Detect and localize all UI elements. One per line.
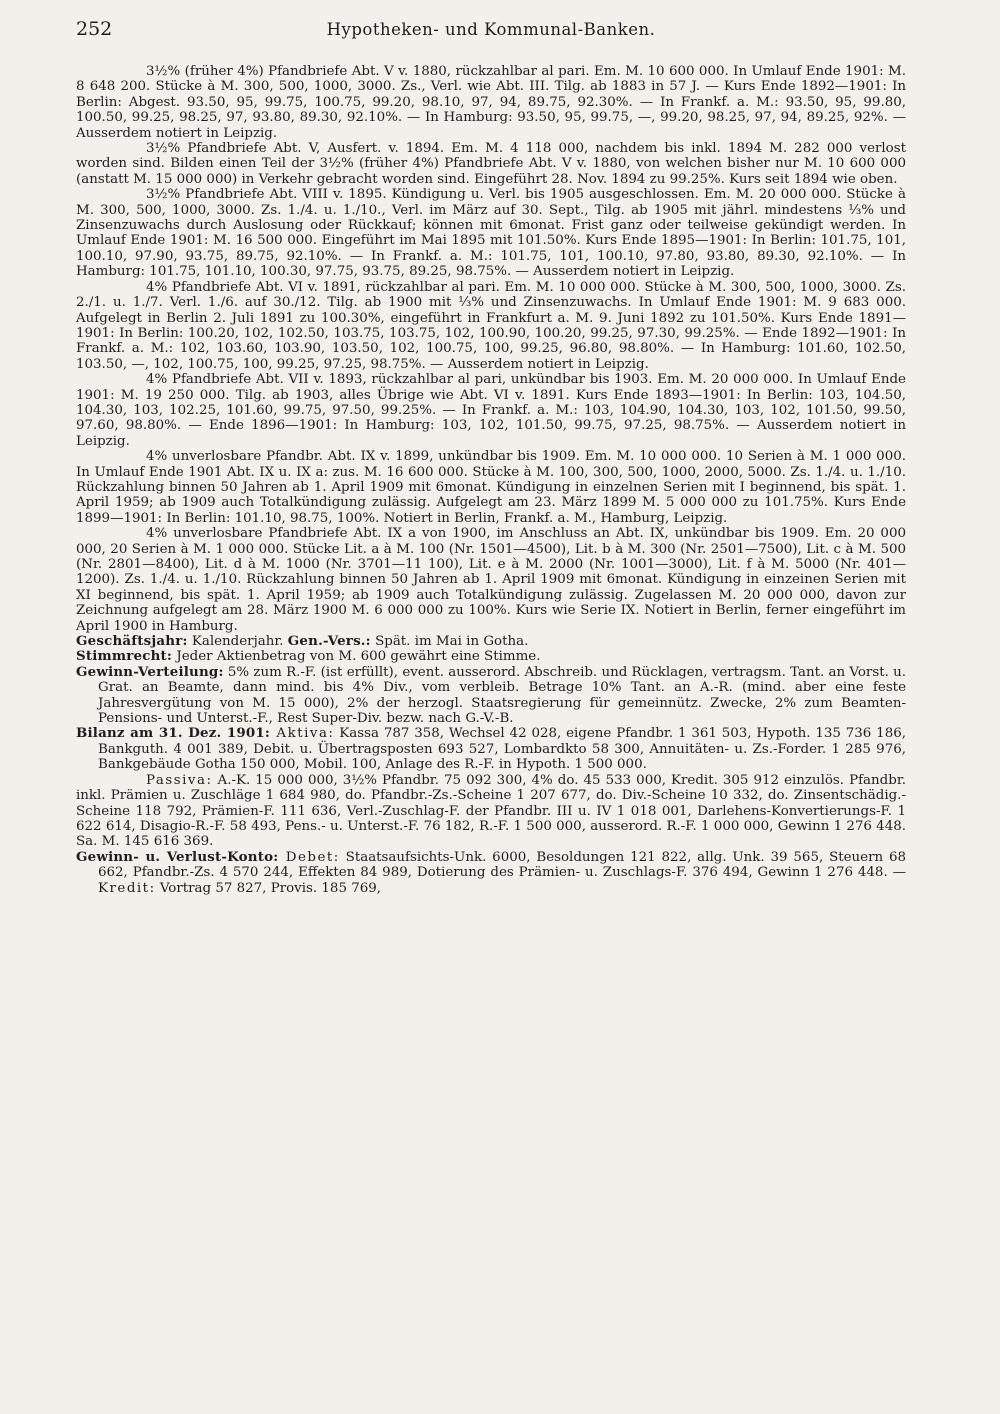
entry-stimmrecht <box>76 649 906 664</box>
entry-geschaeftsjahr <box>76 634 906 649</box>
document-page <box>76 18 906 896</box>
page-header <box>76 18 906 52</box>
label-debet: Debet: <box>278 849 340 865</box>
text-gewinn-verteilung: 5% zum R.-F. (ist erfüllt), event. ausserord. Abschreib. und Rücklagen, vertragsm. Tant. an Vorst. u. Grat. an Beamte, dann mind. bis 4% Div., vom verbleib. Betrage 10% Tant. an A.-R. (mind. aber eine feste Jahresvergütung von M. 15 000), 2% der herzogl. Staatsregierung für gemeinnütz. Zwecke, 2% zum Beamten-Pensions- und Unterst.-F., Rest Super-Div. bezw. nach G.-V.-B. <box>98 664 906 727</box>
label-aktiva: Aktiva: <box>270 726 335 742</box>
label-stimmrecht: Stimmrecht: <box>76 648 173 665</box>
paragraph-abt-ix: 4% unverlosbare Pfandbr. Abt. IX v. 1899, unkündbar bis 1909. Em. M. 10 000 000. 10 Serien à M. 1 000 000. In Umlauf Ende 1901 Abt. IX u. IX a: zus. M. 16 600 000. Stücke à M. 100, 300, 500, 1000, 2000, 5000. Zs. 1./4. u. 1./10. Rückzahlung binnen 50 Jahren ab 1. April 1909 mit 6monat. Kündigung in einzelnen Serien mit I beginnend, bis spät. 1. April 1959; ab 1909 auch Totalkündigung zulässig. Aufgelegt am 23. März 1899 M. 5 000 000 zu 101.75%. Kurs Ende 1899—1901: In Berlin: 101.10, 98.75, 100%. Notiert in Berlin, Frankf. a. M., Hamburg, Leipzig. <box>76 449 906 526</box>
paragraph-abt-v-1880: 3½% (früher 4%) Pfandbriefe Abt. V v. 1880, rückzahlbar al pari. Em. M. 10 600 000. In Umlauf Ende 1901: M. 8 648 200. Stücke à M. 300, 500, 1000, 3000. Zs., Verl. wie Abt. III. Tilg. ab 1883 in 57 J. — Kurs Ende 1892—1901: In Berlin: Abgest. 93.50, 95, 99.75, 100.75, 99.20, 98.10, 97, 94, 89.75, 92.30%. — In Frankf. a. M.: 93.50, 95, 99.80, 100.50, 99.25, 98.25, 97, 93.80, 89.30, 92.10%. — In Hamburg: 93.50, 95, 99.75, —, 99.20, 98.25, 97, 94, 89.25, 92%. — Ausserdem notiert in Leipzig. <box>76 64 906 141</box>
label-geschaeftsjahr: Geschäftsjahr: <box>76 633 188 650</box>
text-debet: Staatsaufsichts-Unk. 6000, Besoldungen 121 822, allg. Unk. 39 565, Steuern 68 662, Pfandbr.-Zs. 4 570 244, Effekten 84 989, Dotierung des Prämien- u. Zuschlags-F. 376 494, Gewinn 1 276 448. — <box>98 849 906 881</box>
entry-bilanz <box>76 726 906 772</box>
paragraph-abt-vi: 4% Pfandbriefe Abt. VI v. 1891, rückzahlbar al pari. Em. M. 10 000 000. Stücke à M. 300, 500, 1000, 3000. Zs. 2./1. u. 1./7. Verl. 1./6. auf 30./12. Tilg. ab 1900 mit ⅓% und Zinsenzuwachs. In Umlauf Ende 1901: M. 9 683 000. Aufgelegt in Berlin 2. Juli 1891 zu 100.30%, eingeführt in Frankfurt a. M. 9. Juni 1892 zu 101.50%. Kurs Ende 1891—1901: In Berlin: 100.20, 102, 102.50, 103.75, 103.75, 102, 100.90, 100.20, 99.25, 97.30, 99.25%. — Ende 1892—1901: In Frankf. a. M.: 102, 103.60, 103.90, 103.50, 102, 100.75, 100, 99.25, 96.80, 98.80%. — In Hamburg: 101.60, 102.50, 103.50, —, 102, 100.75, 100, 99.25, 97.25, 98.75%. — Ausserdem notiert in Leipzig. <box>76 279 906 372</box>
paragraph-passiva <box>76 773 906 850</box>
page-body <box>76 64 906 896</box>
text-stimmrecht: Jeder Aktienbetrag von M. 600 gewährt eine Stimme. <box>172 649 541 665</box>
label-passiva: Passiva: <box>146 772 213 788</box>
label-bilanz: Bilanz am 31. Dez. 1901: <box>76 725 271 742</box>
label-kredit: Kredit: <box>98 880 156 896</box>
paragraph-abt-ix-a: 4% unverlosbare Pfandbriefe Abt. IX a von 1900, im Anschluss an Abt. IX, unkündbar bis 1909. Em. 20 000 000, 20 Serien à M. 1 000 000. Stücke Lit. a à M. 100 (Nr. 1501—4500), Lit. b à M. 300 (Nr. 2501—7500), Lit. c à M. 500 (Nr. 2801—8400), Lit. d à M. 1000 (Nr. 3701—11 100), Lit. e à M. 2000 (Nr. 1001—3000), Lit. f à M. 5000 (Nr. 401—1200). Zs. 1./4. u. 1./10. Rückzahlung binnen 50 Jahren ab 1. April 1909 mit 6monat. Kündigung in einzeinen Serien mit XI beginnend, bis spät. 1. April 1959; ab 1909 auch Totalkündigung zulässig. Zugelassen M. 20 000 000, davon zur Zeichnung aufgelegt am 28. März 1900 M. 6 000 000 zu 100%. Kurs wie Serie IX. Notiert in Berlin, ferner eingeführt im April 1900 in Hamburg. <box>76 526 906 634</box>
paragraph-abt-viii: 3½% Pfandbriefe Abt. VIII v. 1895. Kündigung u. Verl. bis 1905 ausgeschlossen. Em. M. 20 000 000. Stücke à M. 300, 500, 1000, 3000. Zs. 1./4. u. 1./10., Verl. im März auf 30. Sept., Tilg. ab 1905 mit jährl. mindestens ⅓% und Zinsenzuwachs durch Auslosung oder Rückkauf; können mit 6monat. Frist ganz oder teilweise gekündigt werden. In Umlauf Ende 1901: M. 16 500 000. Eingeführt im Mai 1895 mit 101.50%. Kurs Ende 1895—1901: In Berlin: 101.75, 101, 100.10, 97.90, 93.75, 89.75, 92.10%. — In Frankf. a. M.: 101.75, 101, 100.10, 97.80, 93.80, 89.30, 92.10%. — In Hamburg: 101.75, 101.10, 100.30, 97.75, 93.75, 89.25, 98.75%. — Ausserdem notiert in Leipzig. <box>76 187 906 280</box>
text-kredit: Vortrag 57 827, Provis. 185 769, <box>155 880 382 896</box>
page-number: 252 <box>76 18 113 40</box>
label-gewinn-verlust: Gewinn- u. Verlust-Konto: <box>76 848 279 865</box>
entry-gewinn-verteilung <box>76 665 906 727</box>
text-aktiva: Kassa 787 358, Wechsel 42 028, eigene Pfandbr. 1 361 503, Hypoth. 135 736 186, Bankguth. 4 001 389, Debit. u. Übertragsposten 693 527, Lombardkto 58 300, Annuitäten- u. Zs.-Forder. 1 285 976, Bankgebäude Gotha 150 000, Mobil. 100, Anlage des R.-F. in Hypoth. 1 500 000. <box>98 726 906 773</box>
paragraph-abt-vii: 4% Pfandbriefe Abt. VII v. 1893, rückzahlbar al pari, unkündbar bis 1903. Em. M. 20 000 000. In Umlauf Ende 1901: M. 19 250 000. Tilg. ab 1903, alles Übrige wie Abt. VI v. 1891. Kurs Ende 1893—1901: In Berlin: 103, 104.50, 104.30, 103, 102.25, 101.60, 99.75, 97.50, 99.25%. — In Frankf. a. M.: 103, 104.90, 104.30, 103, 102, 101.50, 99.50, 97.60, 98.80%. — Ende 1896—1901: In Hamburg: 103, 102, 101.50, 99.75, 97.25, 98.75%. — Ausserdem notiert in Leipzig. <box>76 372 906 449</box>
text-geschaeftsjahr: Kalenderjahr. <box>187 634 288 650</box>
text-gen-vers: Spät. im Mai in Gotha. <box>370 634 529 650</box>
label-gewinn-verteilung: Gewinn-Verteilung: <box>76 663 224 680</box>
text-passiva: A.-K. 15 000 000, 3½% Pfandbr. 75 092 300, 4% do. 45 533 000, Kredit. 305 912 einzulös. Pfandbr. inkl. Prämien u. Zuschläge 1 684 980, do. Pfandbr.-Zs.-Scheine 1 207 677, do. Div.-Scheine 10 332, do. Zinsentschädig.-Scheine 118 792, Prämien-F. 111 636, Verl.-Zuschlag-F. der Pfandbr. III u. IV 1 018 001, Darlehens-Konvertierungs-F. 1 622 614, Disagio-R.-F. 58 493, Pens.- u. Unterst.-F. 76 182, R.-F. 1 500 000, ausserord. R.-F. 1 000 000, Gewinn 1 276 448. Sa. M. 145 616 369. <box>76 772 906 850</box>
label-gen-vers: Gen.-Vers.: <box>287 633 371 650</box>
paragraph-abt-v-1894: 3½% Pfandbriefe Abt. V, Ausfert. v. 1894. Em. M. 4 118 000, nachdem bis inkl. 1894 M. 282 000 verlost worden sind. Bilden einen Teil der 3½% (früher 4%) Pfandbriefe Abt. V v. 1880, von welchen bisher nur M. 10 600 000 (anstatt M. 15 000 000) in Verkehr gebracht worden sind. Eingeführt 28. Nov. 1894 zu 99.25%. Kurs seit 1894 wie oben. <box>76 141 906 187</box>
running-title: Hypotheken- und Kommunal-Banken. <box>326 20 656 39</box>
entry-gewinn-verlust <box>76 850 906 896</box>
